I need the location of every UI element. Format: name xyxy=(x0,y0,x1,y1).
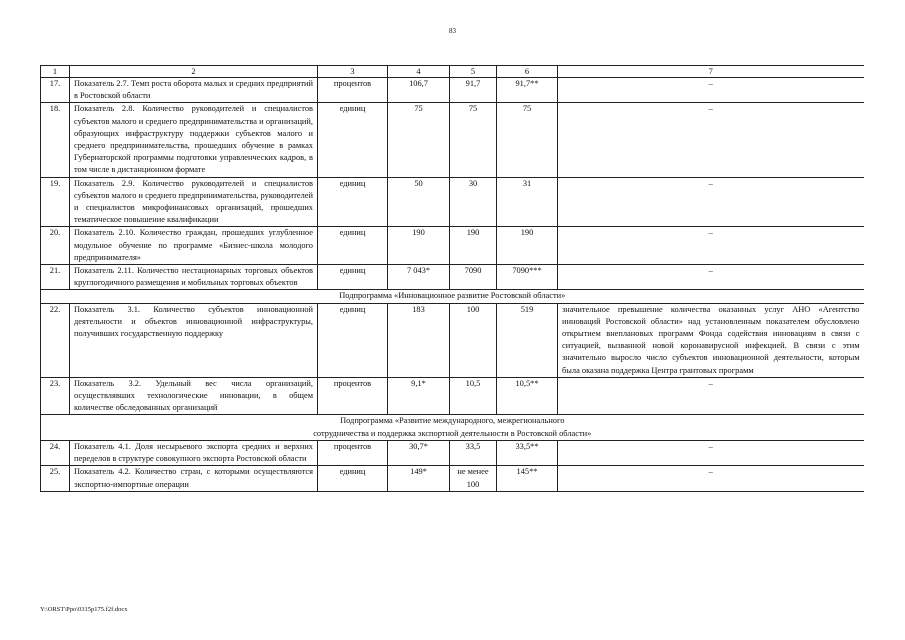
column-number-header: 5 xyxy=(450,66,497,78)
subprogram-title xyxy=(41,290,864,303)
indicators-table xyxy=(40,65,864,492)
indicator-row xyxy=(41,177,864,227)
value-col-5: 100 xyxy=(450,303,497,377)
indicator-name: Показатель 2.8. Количество руководителей и специалистов субъектов малого и среднего предпринимательства и организаций, образующих инфраструктуру поддержки субъектов малого и среднего предпринимательства, прошедших обучение в рамках Губернаторской программы подготовки управленческих кадров, в том числе в дистанционном формате xyxy=(70,103,318,177)
unit-of-measure: единиц xyxy=(318,227,388,265)
value-col-6: 519 xyxy=(497,303,558,377)
value-col-4: 75 xyxy=(388,103,450,177)
unit-of-measure: процентов xyxy=(318,440,388,465)
row-number: 17. xyxy=(41,78,70,103)
indicator-name: Показатель 3.2. Удельный вес числа организаций, осуществлявших технологические инновации, в общем количестве обследованных организаций xyxy=(70,377,318,415)
row-number: 19. xyxy=(41,177,70,227)
column-number-header: 7 xyxy=(558,66,864,78)
deviation-reason: – xyxy=(558,78,864,103)
column-number-header: 2 xyxy=(70,66,318,78)
indicators-table-body xyxy=(41,66,864,492)
row-number: 20. xyxy=(41,227,70,265)
indicator-name: Показатель 4.1. Доля несырьевого экспорта средних и верхних переделов в структуре совокупного экспорта Ростовской области xyxy=(70,440,318,465)
deviation-reason: – xyxy=(558,177,864,227)
value-col-5: 91,7 xyxy=(450,78,497,103)
row-number: 25. xyxy=(41,466,70,491)
unit-of-measure: процентов xyxy=(318,78,388,103)
row-number: 22. xyxy=(41,303,70,377)
subprogram-title xyxy=(41,415,864,440)
value-col-5: 33,5 xyxy=(450,440,497,465)
subprogram-3-row xyxy=(41,290,864,303)
value-col-5: 190 xyxy=(450,227,497,265)
unit-of-measure: единиц xyxy=(318,177,388,227)
value-col-4: 149* xyxy=(388,466,450,491)
value-col-4: 30,7* xyxy=(388,440,450,465)
value-col-6: 91,7** xyxy=(497,78,558,103)
value-col-6: 7090*** xyxy=(497,265,558,290)
subprogram-4-row xyxy=(41,415,864,440)
indicator-row xyxy=(41,227,864,265)
value-col-6: 190 xyxy=(497,227,558,265)
unit-of-measure: единиц xyxy=(318,466,388,491)
indicator-name: Показатель 3.1. Количество субъектов инновационной деятельности и объектов инновационной инфраструктуры, получивших государственную поддержку xyxy=(70,303,318,377)
value-col-6: 10,5** xyxy=(497,377,558,415)
unit-of-measure: процентов xyxy=(318,377,388,415)
indicator-row xyxy=(41,265,864,290)
indicator-row xyxy=(41,103,864,177)
value-col-4: 9,1* xyxy=(388,377,450,415)
deviation-reason: – xyxy=(558,227,864,265)
value-col-4: 183 xyxy=(388,303,450,377)
value-col-5: 7090 xyxy=(450,265,497,290)
deviation-reason: значительное превышение количества оказанных услуг АНО «Агентство инноваций Ростовской области» над установленным показателем обусловлено открытием внеплановых программ Фонда содействия инновациям в связи с ситуацией, вызванной новой коронавирусной инфекцией. В связи с этим значительно выросло число субъектов инновационной деятельности, которым была оказана поддержка Центра грантовых программ xyxy=(558,303,864,377)
value-col-6: 75 xyxy=(497,103,558,177)
indicator-row xyxy=(41,377,864,415)
table-header-row xyxy=(41,66,864,78)
subprogram-title-line: сотрудничества и поддержка экспортной деятельности в Ростовской области» xyxy=(313,428,592,438)
indicator-name: Показатель 2.10. Количество граждан, прошедших углубленное модульное обучение по программе «Бизнес-школа молодого предпринимателя» xyxy=(70,227,318,265)
column-number-header: 3 xyxy=(318,66,388,78)
value-col-4: 7 043* xyxy=(388,265,450,290)
value-col-5: не менее 100 xyxy=(450,466,497,491)
value-col-5: 30 xyxy=(450,177,497,227)
unit-of-measure: единиц xyxy=(318,303,388,377)
value-col-6: 145** xyxy=(497,466,558,491)
indicator-name: Показатель 4.2. Количество стран, с которыми осуществляются экспортно-импортные операции xyxy=(70,466,318,491)
deviation-reason: – xyxy=(558,440,864,465)
value-col-4: 50 xyxy=(388,177,450,227)
indicator-name: Показатель 2.11. Количество нестационарных торговых объектов круглогодичного размещения и мобильных торговых объектов xyxy=(70,265,318,290)
subprogram-title-line: Подпрограмма «Развитие международного, межрегионального xyxy=(340,416,565,426)
deviation-reason: – xyxy=(558,377,864,415)
file-path-footer: Y:\ORST\Ppo\0315p175.f2f.docx xyxy=(40,606,128,613)
row-number: 21. xyxy=(41,265,70,290)
deviation-reason: – xyxy=(558,265,864,290)
column-number-header: 6 xyxy=(497,66,558,78)
value-col-4: 106,7 xyxy=(388,78,450,103)
indicator-row xyxy=(41,440,864,465)
value-col-6: 33,5** xyxy=(497,440,558,465)
value-col-6: 31 xyxy=(497,177,558,227)
row-number: 24. xyxy=(41,440,70,465)
column-number-header: 1 xyxy=(41,66,70,78)
value-col-5: 10,5 xyxy=(450,377,497,415)
page-number: 83 xyxy=(449,27,456,35)
deviation-reason: – xyxy=(558,466,864,491)
value-col-5: 75 xyxy=(450,103,497,177)
indicator-name: Показатель 2.9. Количество руководителей и специалистов субъектов малого и среднего предпринимательства, руководителей и специалистов микрофинансовых организаций, прошедших тематическое повышение квалификации xyxy=(70,177,318,227)
unit-of-measure: единиц xyxy=(318,265,388,290)
unit-of-measure: единиц xyxy=(318,103,388,177)
indicator-row xyxy=(41,78,864,103)
column-number-header: 4 xyxy=(388,66,450,78)
subprogram-title-line: Подпрограмма «Инновационное развитие Ростовской области» xyxy=(339,291,566,301)
indicator-row xyxy=(41,303,864,377)
deviation-reason: – xyxy=(558,103,864,177)
indicator-row xyxy=(41,466,864,491)
row-number: 18. xyxy=(41,103,70,177)
value-col-4: 190 xyxy=(388,227,450,265)
row-number: 23. xyxy=(41,377,70,415)
indicator-name: Показатель 2.7. Темп роста оборота малых и средних предприятий в Ростовской области xyxy=(70,78,318,103)
